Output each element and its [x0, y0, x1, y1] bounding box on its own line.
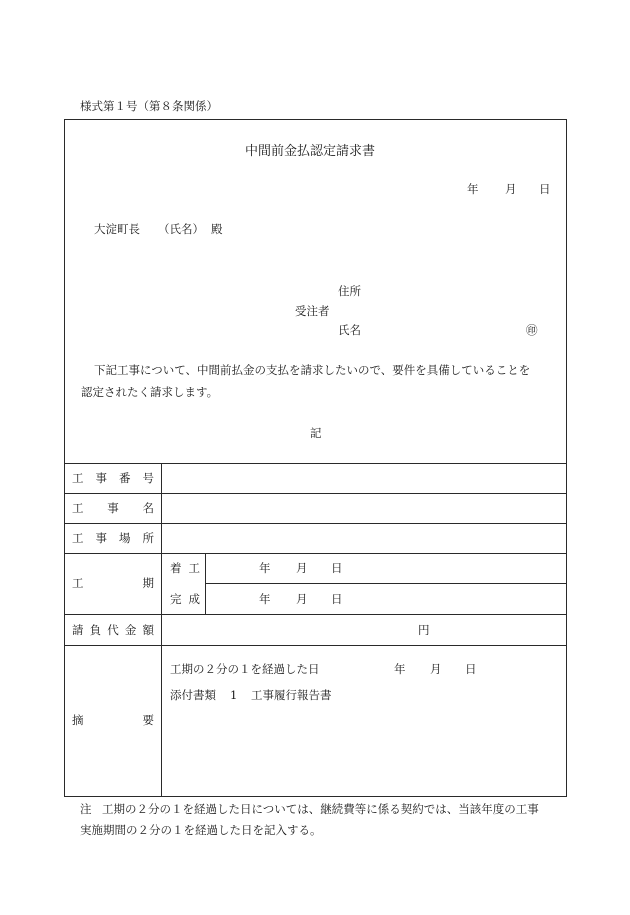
- summary-label: 摘 要: [72, 713, 154, 727]
- table-divider: [161, 463, 162, 797]
- attachments-label: 添付書類: [170, 688, 216, 702]
- half-month-label: 月: [430, 662, 442, 676]
- contractor-role-label: 受注者: [295, 304, 330, 318]
- form-number: 様式第１号（第８条関係）: [80, 99, 218, 113]
- addressee-mayor: 大淀町長: [94, 222, 140, 236]
- table-line: [64, 645, 567, 646]
- start-label: 着 工: [170, 561, 200, 575]
- table-line: [205, 583, 567, 584]
- note-line1: 工期の２分の１を経過した日については、継続費等に係る契約では、当該年度の工事: [102, 802, 539, 816]
- date-day-label: 日: [539, 182, 551, 196]
- half-year-label: 年: [394, 662, 406, 676]
- note-label: 注: [80, 802, 92, 816]
- start-year-label: 年: [259, 561, 271, 575]
- contract-amount-label: 請 負 代 金 額: [72, 623, 154, 637]
- body-text-line2: 認定されたく請求します。: [81, 385, 219, 399]
- period-label: 工 期: [72, 576, 154, 590]
- amount-unit: 円: [418, 623, 430, 637]
- ki-heading: 記: [310, 426, 322, 440]
- table-line: [64, 614, 567, 615]
- attachments-number: 1: [230, 688, 238, 702]
- start-day-label: 日: [331, 561, 343, 575]
- complete-label: 完 成: [170, 592, 200, 606]
- table-divider: [205, 553, 206, 614]
- complete-month-label: 月: [296, 592, 308, 606]
- complete-year-label: 年: [259, 592, 271, 606]
- address-label: 住所: [338, 284, 361, 298]
- work-name-label: 工 事 名: [72, 501, 154, 515]
- complete-day-label: 日: [331, 592, 343, 606]
- body-text-line1: 下記工事について、中間前払金の支払を請求したいので、要件を具備していることを: [94, 363, 531, 377]
- table-line: [64, 523, 567, 524]
- table-line: [64, 493, 567, 494]
- addressee-name: （氏名）: [158, 222, 204, 236]
- half-period-label: 工期の２分の１を経過した日: [170, 662, 320, 676]
- work-number-label: 工 事 番 号: [72, 471, 154, 485]
- attachments-item: 工事履行報告書: [251, 688, 332, 702]
- document-title: 中間前金払認定請求書: [245, 144, 376, 159]
- work-location-label: 工 事 場 所: [72, 531, 154, 545]
- start-month-label: 月: [296, 561, 308, 575]
- addressee-honorific: 殿: [211, 222, 223, 236]
- name-label: 氏名: [338, 323, 361, 337]
- half-day-label: 日: [465, 662, 477, 676]
- date-year-label: 年: [467, 182, 479, 196]
- seal-mark: ㊞: [526, 323, 538, 337]
- table-line: [64, 553, 567, 554]
- date-month-label: 月: [505, 182, 517, 196]
- note-line2: 実施期間の２分の１を経過した日を記入する。: [80, 823, 322, 837]
- table-line: [64, 463, 567, 464]
